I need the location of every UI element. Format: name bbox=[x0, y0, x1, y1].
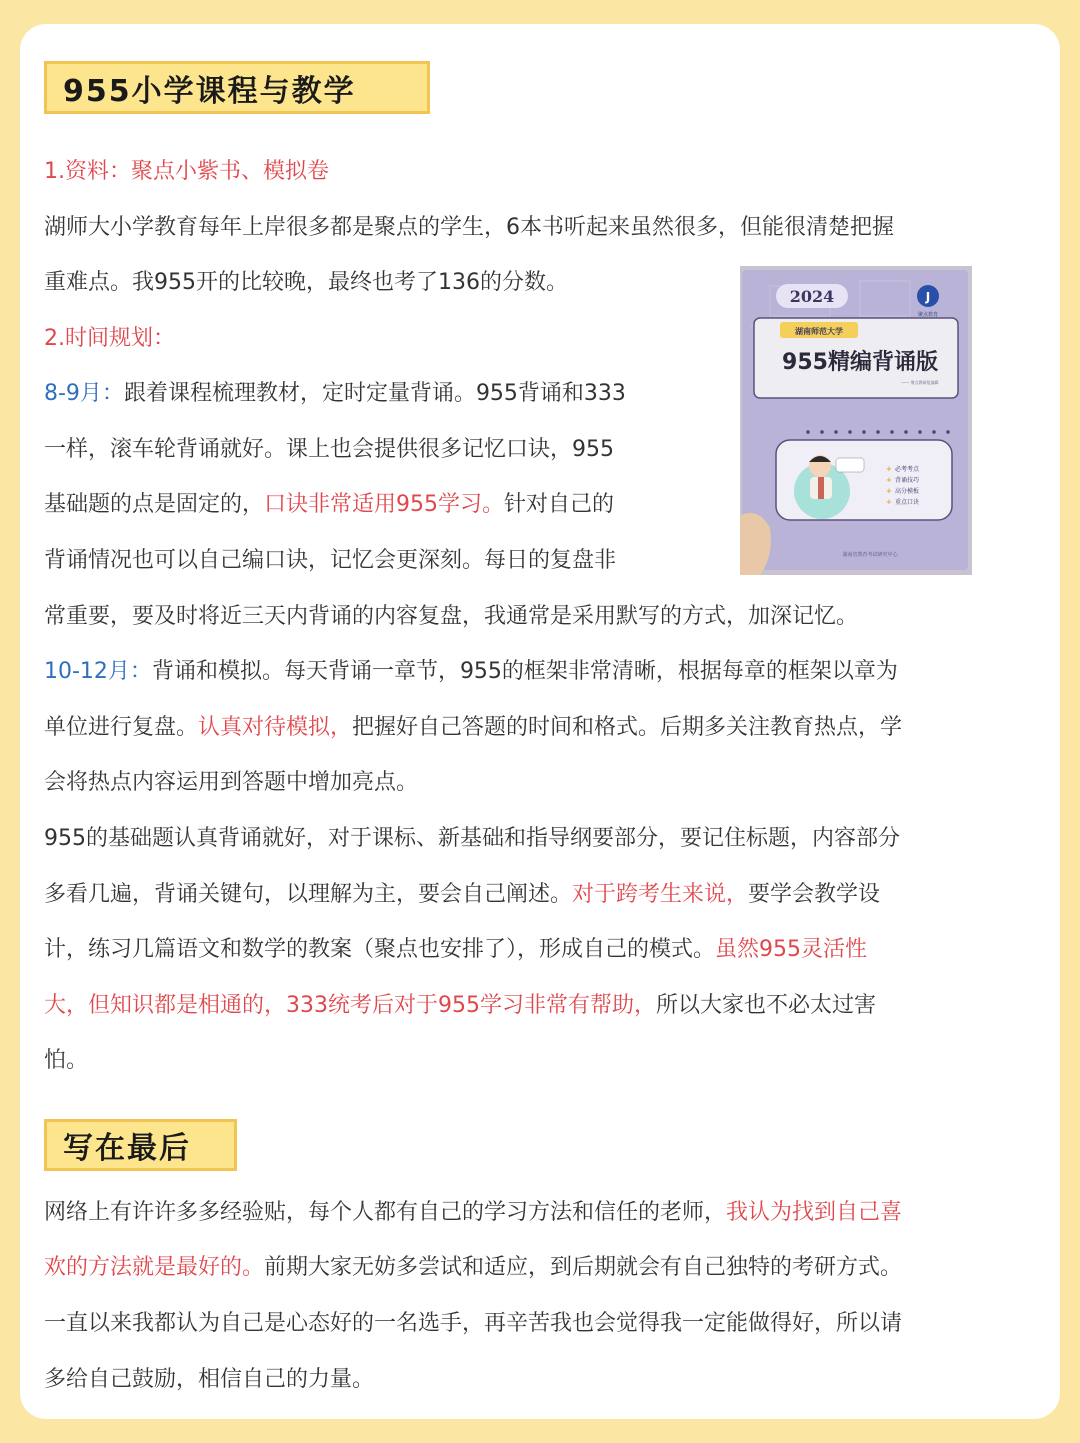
book-logo-text: 聚点教育 bbox=[917, 312, 939, 318]
highlight-text: 大，但知识都是相通的，333统考后对于955学习非常有帮助， bbox=[44, 993, 656, 1018]
paragraph-line: 955的基础题认真背诵就好，对于课标、新基础和指导纲要部分，要记住标题，内容部分 bbox=[44, 826, 900, 851]
paragraph-line bbox=[44, 708, 902, 748]
book-school: 湖南师范大学 bbox=[795, 327, 843, 336]
svg-text:J: J bbox=[925, 290, 931, 304]
paragraph-line bbox=[44, 652, 898, 692]
svg-text:+: + bbox=[886, 498, 892, 506]
paragraph-line bbox=[44, 930, 867, 970]
period-label-oct-dec: 10-12月： bbox=[44, 659, 152, 684]
highlight-text: 对于跨考生来说， bbox=[572, 882, 749, 907]
paragraph-line bbox=[44, 1248, 902, 1288]
svg-text:+: + bbox=[886, 476, 892, 484]
paragraph-line: 一直以来我都认为自己是心态好的一名选手，再辛苦我也会觉得我一定能做得好，所以请 bbox=[44, 1311, 903, 1336]
paragraph-line bbox=[44, 485, 614, 525]
text-span: 多看几遍，背诵关键句，以理解为主，要会自己阐述。 bbox=[44, 882, 573, 907]
book-publisher: 湖南省教育考试研究中心 bbox=[842, 552, 898, 558]
highlight-text: 虽然955灵活性 bbox=[715, 937, 868, 962]
paragraph-line: 怕。 bbox=[44, 1048, 89, 1073]
text-span: 网络上有许许多多经验贴，每个人都有自己的学习方法和信任的老师， bbox=[44, 1200, 727, 1225]
text-span: 要学会教学设 bbox=[748, 882, 881, 907]
subheading-schedule: 2.时间规划： bbox=[44, 326, 175, 351]
text-span: 基础题的点是固定的， bbox=[44, 492, 265, 517]
svg-text:+: + bbox=[886, 487, 892, 495]
paragraph-line bbox=[44, 1193, 902, 1233]
book-feature: 必考考点 bbox=[895, 466, 920, 473]
text-span: 背诵和模拟。每天背诵一章节，955的框架非常清晰，根据每章的框架以章为 bbox=[151, 659, 898, 684]
book-year: 2024 bbox=[789, 287, 835, 306]
book-feature: 背诵技巧 bbox=[895, 477, 920, 484]
book-title: 955精编背诵版 bbox=[782, 350, 938, 375]
paragraph-line bbox=[44, 374, 626, 414]
book-tagline: —— 聚点教研组编辑 bbox=[901, 380, 939, 385]
text-span: 把握好自己答题的时间和格式。后期多关注教育热点，学 bbox=[352, 715, 903, 740]
highlight-text: 欢的方法就是最好的。 bbox=[44, 1255, 265, 1280]
text-span: 跟着课程梳理教材，定时定量背诵。955背诵和333 bbox=[123, 381, 626, 406]
highlight-text: 认真对待模拟， bbox=[198, 715, 353, 740]
period-label-aug-sep: 8-9月： bbox=[44, 381, 124, 406]
paragraph-line: 会将热点内容运用到答题中增加亮点。 bbox=[44, 770, 419, 795]
paragraph-line: 重难点。我955开的比较晚，最终也考了136的分数。 bbox=[44, 270, 568, 295]
paragraph-line bbox=[44, 986, 876, 1026]
subheading-materials: 1.资料：聚点小紫书、模拟卷 bbox=[44, 159, 329, 184]
paragraph-line: 背诵情况也可以自己编口诀，记忆会更深刻。每日的复盘非 bbox=[44, 548, 617, 573]
paragraph-line bbox=[44, 875, 880, 915]
section-heading-closing: 写在最后 bbox=[44, 1119, 237, 1171]
text-span: 单位进行复盘。 bbox=[44, 715, 199, 740]
text-span: 前期大家无妨多尝试和适应，到后期就会有自己独特的考研方式。 bbox=[264, 1255, 903, 1280]
highlight-text: 口诀非常适用955学习。 bbox=[264, 492, 505, 517]
book-feature: 重点口诀 bbox=[895, 499, 920, 506]
section-heading-955: 955小学课程与教学 bbox=[44, 61, 430, 114]
svg-text:+: + bbox=[886, 465, 892, 473]
highlight-text: 我认为找到自己喜 bbox=[726, 1200, 903, 1225]
text-span: 所以大家也不必太过害 bbox=[655, 993, 876, 1018]
paragraph-line: 多给自己鼓励，相信自己的力量。 bbox=[44, 1367, 375, 1392]
paragraph-line: 常重要，要及时将近三天内背诵的内容复盘，我通常是采用默写的方式，加深记忆。 bbox=[44, 604, 859, 629]
text-span: 针对自己的 bbox=[504, 492, 615, 517]
text-span: 计，练习几篇语文和数学的教案（聚点也安排了），形成自己的模式。 bbox=[44, 937, 716, 962]
paragraph-line: 湖师大小学教育每年上岸很多都是聚点的学生，6本书听起来虽然很多，但能很清楚把握 bbox=[44, 215, 894, 240]
book-cover-photo bbox=[740, 266, 972, 575]
paragraph-line: 一样，滚车轮背诵就好。课上也会提供很多记忆口诀，955 bbox=[44, 437, 614, 462]
book-feature: 高分模板 bbox=[895, 488, 920, 495]
